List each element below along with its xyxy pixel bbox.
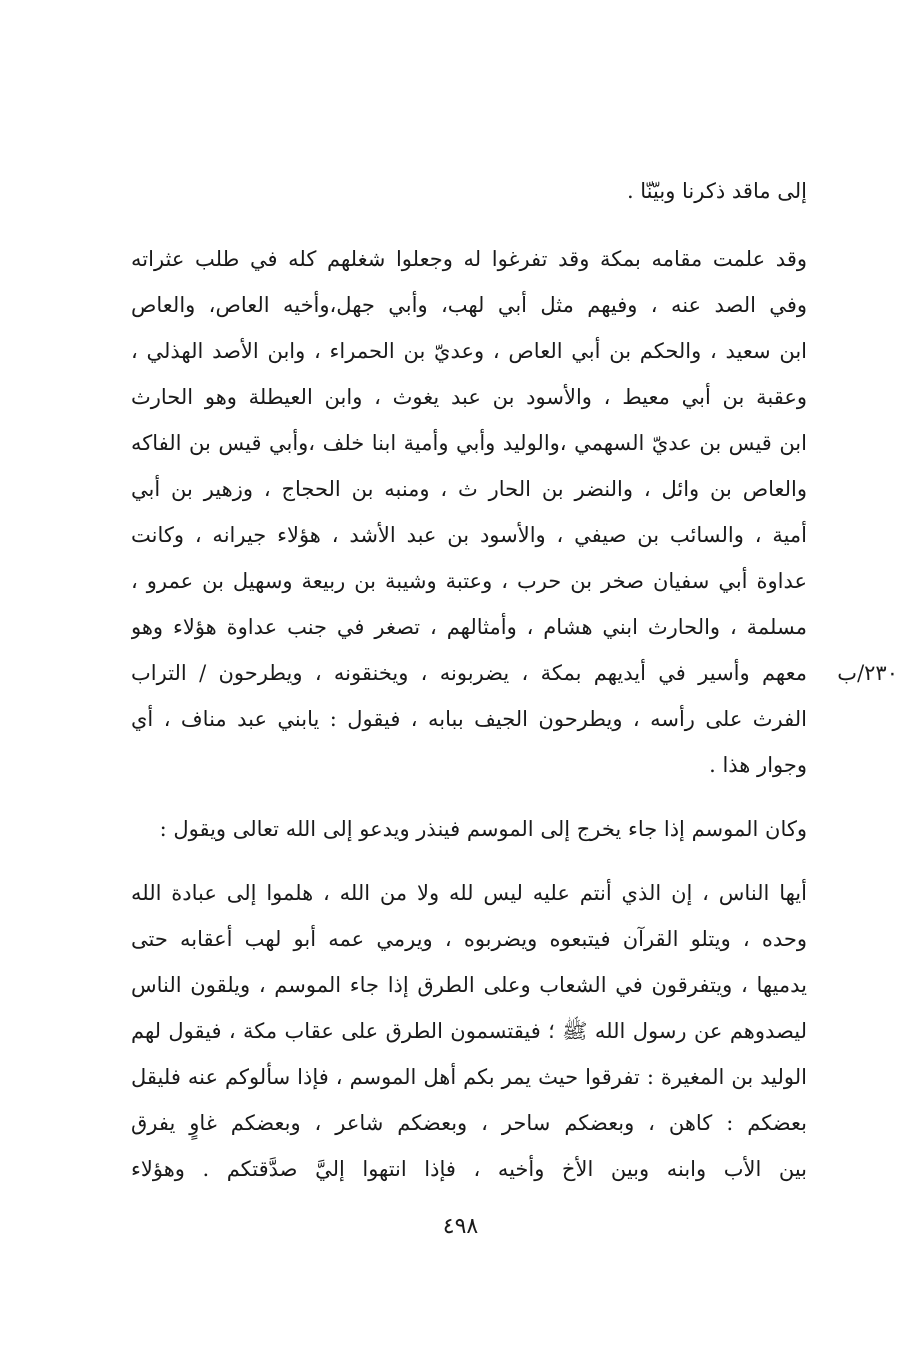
paragraph-line: والعاص بن وائل ، والنضر بن الحار ث ، ومنبه بن الحجاج ، وزهير بن أبي bbox=[131, 477, 807, 501]
page-number: ٤٩٨ bbox=[442, 1214, 479, 1239]
paragraph-line: ليصدوهم عن رسول الله ﷺ ؛ فيقتسمون الطرق على عقاب مكة ، فيقول لهم bbox=[131, 1019, 807, 1043]
paragraph-line: بين الأب وابنه وبين الأخ وأخيه ، فإذا انتهوا إليَّ صدَّقتكم . وهؤلاء bbox=[131, 1157, 807, 1181]
paragraph-line: أمية ، والسائب بن صيفي ، والأسود بن عبد الأشد ، هؤلاء جيرانه ، وكانت bbox=[131, 523, 807, 547]
paragraph-line: ابن سعيد ، والحكم بن أبي العاص ، وعديّ بن الحمراء ، وابن الأصد الهذلي ، bbox=[131, 339, 807, 363]
paragraph-line: وعقبة بن أبي معيط ، والأسود بن عبد يغوث ، وابن العيطلة وهو الحارث bbox=[131, 385, 807, 409]
paragraph-line: وجوار هذا . bbox=[709, 753, 807, 777]
intro-line: إلى ماقد ذكرنا وبيّنّا . bbox=[626, 179, 807, 203]
paragraph-line: عداوة أبي سفيان صخر بن حرب ، وعتبة وشيبة بن ربيعة وسهيل بن عمرو ، bbox=[131, 569, 807, 593]
paragraph-line: وحده ، ويتلو القرآن فيتبعوه ويضربوه ، ويرمي عمه أبو لهب أعقابه حتى bbox=[131, 927, 807, 951]
paragraph-line: الوليد بن المغيرة : تفرقوا حيث يمر بكم أهل الموسم ، فإذا سألوكم عنه فليقل bbox=[131, 1065, 807, 1089]
intro-line-2: وكان الموسم إذا جاء يخرج إلى الموسم فينذر ويدعو إلى الله تعالى ويقول : bbox=[159, 817, 807, 841]
paragraph-line: بعضكم : كاهن ، وبعضكم ساحر ، وبعضكم شاعر ، وبعضكم غاوٍ يفرق bbox=[131, 1111, 807, 1135]
paragraph-line: وفي الصد عنه ، وفيهم مثل أبي لهب، وأبي جهل،وأخيه العاص، والعاص bbox=[131, 293, 807, 317]
paragraph-line: أيها الناس ، إن الذي أنتم عليه ليس لله ولا من الله ، هلموا إلى عبادة الله bbox=[131, 881, 807, 905]
paragraph-line: معهم وأسير في أيديهم بمكة ، يضربونه ، ويخنقونه ، ويطرحون / التراب bbox=[131, 661, 807, 685]
paragraph-line: وقد علمت مقامه بمكة وقد تفرغوا له وجعلوا شغلهم كله في طلب عثراته bbox=[131, 247, 807, 271]
paragraph-line: مسلمة ، والحارث ابني هشام ، وأمثالهم ، تصغر في جنب عداوة هؤلاء وهو bbox=[131, 615, 807, 639]
paragraph-line: يدميها ، ويتفرقون في الشعاب وعلى الطرق إذا جاء الموسم ، ويلقون الناس bbox=[131, 973, 807, 997]
paragraph-line: ابن قيس بن عديّ السهمي ،والوليد وأبي وأمية ابنا خلف ،وأبي قيس بن الفاكه bbox=[131, 431, 807, 455]
paragraph-line: الفرث على رأسه ، ويطرحون الجيف ببابه ، فيقول : يابني عبد مناف ، أي bbox=[131, 707, 807, 731]
margin-folio-note: ٢٣٠/ب bbox=[837, 661, 898, 685]
